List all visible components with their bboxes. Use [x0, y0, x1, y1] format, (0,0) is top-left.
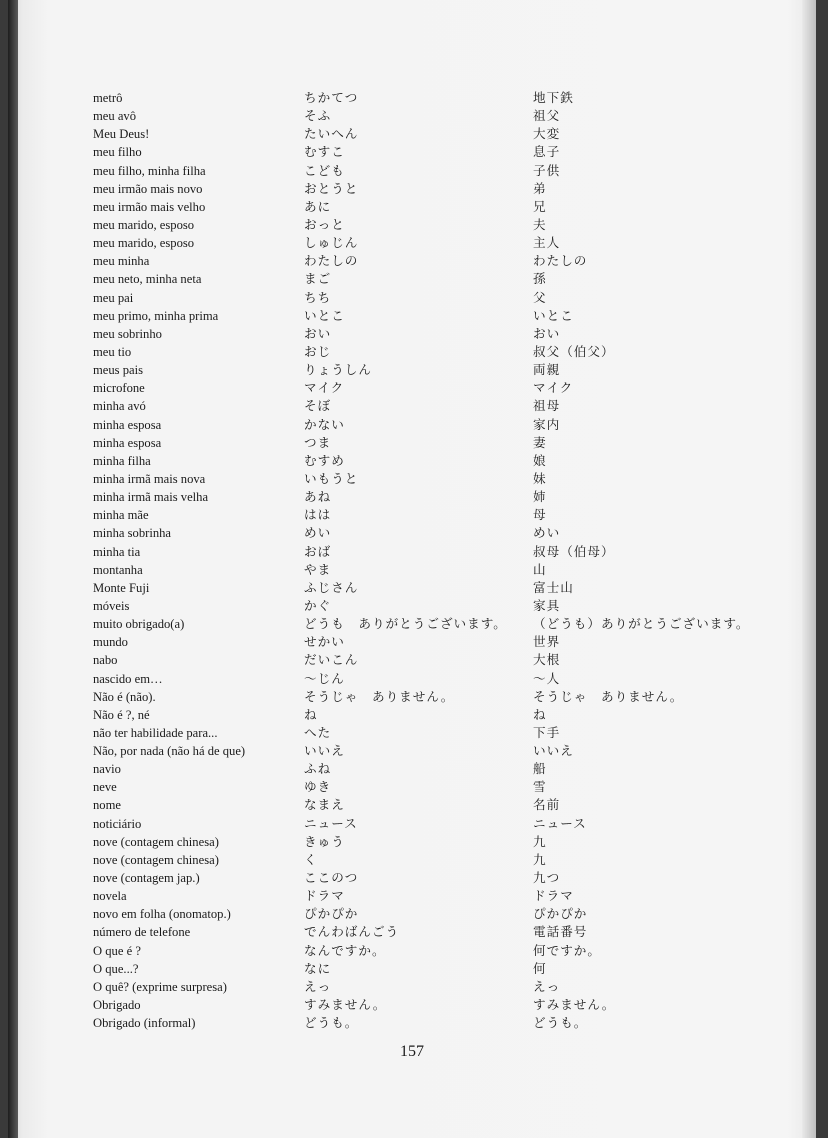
kana-reading: だいこん [304, 652, 359, 668]
vocabulary-row [8, 833, 816, 851]
kanji-writing: 姉 [533, 489, 547, 505]
kana-reading: しゅじん [304, 235, 359, 251]
page-number: 157 [400, 1043, 424, 1060]
vocabulary-row [8, 633, 816, 651]
vocabulary-row [8, 434, 816, 452]
kana-reading: ちち [304, 289, 332, 305]
vocabulary-row [8, 216, 816, 234]
portuguese-term: móveis [93, 598, 130, 613]
kana-reading: やま [304, 561, 332, 577]
vocabulary-row [8, 869, 816, 887]
vocabulary-row [8, 89, 816, 107]
vocabulary-row [8, 905, 816, 923]
kanji-writing: 大根 [533, 652, 561, 668]
vocabulary-row [8, 506, 816, 524]
kana-reading: めい [304, 525, 332, 541]
kanji-writing: 九 [533, 833, 547, 849]
portuguese-term: meu sobrinho [93, 326, 162, 341]
kanji-writing: 弟 [533, 180, 547, 196]
kana-reading: ふね [304, 761, 332, 777]
vocabulary-row [8, 343, 816, 361]
kanji-writing: 電話番号 [533, 924, 588, 940]
portuguese-term: nove (contagem chinesa) [93, 852, 219, 867]
portuguese-term: nove (contagem jap.) [93, 871, 200, 886]
kanji-writing: 祖母 [533, 398, 561, 414]
kana-reading: おとうと [304, 180, 359, 196]
kanji-writing: 妻 [533, 434, 547, 450]
vocabulary-row [8, 597, 816, 615]
kanji-writing: 孫 [533, 271, 547, 287]
kana-reading: えっ [304, 978, 332, 994]
kana-reading: へた [304, 724, 332, 740]
kana-reading: かない [304, 416, 345, 432]
kanji-writing: 夫 [533, 216, 547, 232]
kanji-writing: 船 [533, 761, 547, 777]
kana-reading: なまえ [304, 797, 345, 813]
portuguese-term: minha tia [93, 544, 141, 559]
kanji-writing: 家具 [533, 597, 561, 613]
portuguese-term: novo em folha (onomatop.) [93, 907, 231, 922]
vocabulary-row [8, 615, 816, 633]
portuguese-term: nove (contagem chinesa) [93, 834, 219, 849]
vocabulary-row [8, 724, 816, 742]
kanji-writing: 叔父（伯父） [533, 343, 615, 359]
vocabulary-row [8, 198, 816, 216]
vocabulary-row [8, 960, 816, 978]
kanji-writing: 世界 [533, 634, 561, 650]
kanji-writing: ドラマ [533, 888, 574, 904]
portuguese-term: meu neto, minha neta [93, 272, 202, 287]
kanji-writing: 息子 [533, 144, 561, 160]
vocabulary-row [8, 289, 816, 307]
kana-reading: でんわばんごう [304, 924, 400, 940]
vocabulary-row [8, 942, 816, 960]
portuguese-term: muito obrigado(a) [93, 617, 185, 632]
vocabulary-row [8, 125, 816, 143]
kana-reading: ニュース [304, 815, 358, 831]
portuguese-term: meu primo, minha prima [93, 308, 219, 323]
kana-reading: あね [304, 489, 332, 505]
vocabulary-row [8, 452, 816, 470]
kana-reading: おじ [304, 343, 332, 359]
vocabulary-row [8, 180, 816, 198]
kana-reading: りょうしん [304, 362, 372, 378]
kana-reading: ね [304, 706, 318, 722]
vocabulary-row [8, 760, 816, 778]
kanji-writing: 雪 [533, 779, 547, 795]
portuguese-term: nabo [93, 653, 118, 668]
vocabulary-row [8, 651, 816, 669]
vocabulary-row [8, 361, 816, 379]
portuguese-term: neve [93, 780, 117, 795]
vocabulary-row [8, 325, 816, 343]
vocabulary-row [8, 923, 816, 941]
portuguese-term: nascido em… [93, 671, 163, 686]
kanji-writing: 家内 [533, 416, 561, 432]
kana-reading: むすめ [304, 452, 345, 468]
kanji-writing: 山 [533, 561, 547, 577]
kanji-writing: 〜人 [533, 670, 561, 686]
portuguese-term: O quê? (exprime surpresa) [93, 979, 227, 994]
vocabulary-row [8, 887, 816, 905]
portuguese-term: Obrigado (informal) [93, 1016, 196, 1031]
vocabulary-row [8, 978, 816, 996]
kanji-writing: 兄 [533, 198, 547, 214]
kana-reading: おっと [304, 216, 345, 232]
vocabulary-row [8, 307, 816, 325]
kanji-writing: どうも。 [533, 1015, 588, 1031]
portuguese-term: Obrigado [93, 998, 141, 1013]
portuguese-term: meu marido, esposo [93, 217, 195, 232]
portuguese-term: meu avô [93, 109, 137, 124]
kanji-writing: そうじゃ ありません。 [533, 688, 684, 704]
kanji-writing: マイク [533, 380, 574, 396]
portuguese-term: número de telefone [93, 925, 191, 940]
kana-reading: おい [304, 325, 332, 341]
kana-reading: どうも ありがとうございます。 [304, 616, 507, 632]
portuguese-term: minha filha [93, 453, 151, 468]
kanji-writing: わたしの [533, 253, 588, 269]
vocabulary-row [8, 270, 816, 288]
kana-reading: ここのつ [304, 870, 359, 886]
portuguese-term: meu filho [93, 145, 142, 160]
kana-reading: そふ [304, 108, 332, 124]
kanji-writing: 地下鉄 [533, 90, 574, 105]
kana-reading: なに [304, 960, 332, 976]
portuguese-term: minha mãe [93, 508, 149, 523]
kana-reading: いとこ [304, 307, 345, 323]
kanji-writing: 祖父 [533, 108, 561, 124]
vocabulary-row [8, 397, 816, 415]
portuguese-term: meu irmão mais novo [93, 181, 203, 196]
portuguese-term: minha esposa [93, 435, 162, 450]
kanji-writing: 両親 [533, 362, 561, 378]
kana-reading: いいえ [304, 743, 345, 759]
kana-reading: ドラマ [304, 888, 345, 904]
vocabulary-row [8, 543, 816, 561]
vocabulary-row [8, 143, 816, 161]
vocabulary-row [8, 1014, 816, 1032]
vocabulary-row [8, 851, 816, 869]
kana-reading: せかい [304, 634, 345, 650]
portuguese-term: meu marido, esposo [93, 236, 195, 251]
portuguese-term: Meu Deus! [93, 127, 150, 142]
kana-reading: ふじさん [304, 579, 359, 595]
vocabulary-row [8, 778, 816, 796]
vocabulary-row [8, 524, 816, 542]
portuguese-term: O que...? [93, 961, 139, 976]
portuguese-term: novela [93, 889, 127, 904]
vocabulary-row [8, 470, 816, 488]
kana-reading: つま [304, 434, 332, 450]
kana-reading: ゆき [304, 779, 332, 795]
kana-reading: かぐ [304, 597, 332, 613]
kanji-writing: 叔母（伯母） [533, 543, 615, 559]
portuguese-term: meu filho, minha filha [93, 163, 206, 178]
kanji-writing: 富士山 [533, 579, 574, 595]
kana-reading: く [304, 851, 318, 867]
kana-reading: マイク [304, 380, 345, 396]
kanji-writing: 主人 [533, 235, 561, 251]
kanji-writing: 九つ [533, 870, 561, 886]
kana-reading: はは [304, 507, 332, 523]
kanji-writing: いとこ [533, 307, 574, 323]
vocabulary-row [8, 996, 816, 1014]
portuguese-term: minha esposa [93, 417, 162, 432]
portuguese-term: minha avó [93, 399, 146, 414]
kana-reading: いもうと [304, 470, 359, 486]
kana-reading: どうも。 [304, 1015, 359, 1031]
kana-reading: おば [304, 543, 332, 559]
vocabulary-row [8, 796, 816, 814]
vocabulary-row [8, 706, 816, 724]
portuguese-term: metrô [93, 91, 123, 105]
kanji-writing: すみません。 [533, 997, 616, 1013]
portuguese-term: montanha [93, 562, 143, 577]
portuguese-term: meu irmão mais velho [93, 199, 206, 214]
portuguese-term: meus pais [93, 363, 144, 378]
kana-reading: きゅう [304, 833, 345, 849]
portuguese-term: navio [93, 762, 121, 777]
kanji-writing: 何 [533, 960, 547, 976]
portuguese-term: Não é (não). [93, 689, 156, 704]
kanji-writing: 妹 [533, 470, 547, 486]
vocabulary-list [8, 89, 816, 1032]
vocabulary-row [8, 688, 816, 706]
kanji-writing: おい [533, 325, 561, 341]
vocabulary-row [8, 815, 816, 833]
kanji-writing: 子供 [533, 162, 561, 178]
vocabulary-row [8, 416, 816, 434]
kana-reading: そうじゃ ありません。 [304, 688, 455, 704]
portuguese-term: noticiário [93, 816, 142, 831]
kana-reading: ちかてつ [304, 90, 359, 105]
kanji-writing: 名前 [533, 797, 561, 813]
kana-reading: なんですか。 [304, 942, 386, 958]
kanji-writing: 娘 [533, 452, 547, 468]
kanji-writing: 大変 [533, 126, 561, 142]
kanji-writing: 父 [533, 289, 547, 305]
kanji-writing: 下手 [533, 724, 561, 740]
portuguese-term: Monte Fuji [93, 580, 150, 595]
kana-reading: むすこ [304, 144, 345, 160]
portuguese-term: meu minha [93, 254, 150, 269]
vocabulary-row [8, 488, 816, 506]
kanji-writing: めい [533, 525, 561, 541]
vocabulary-row [8, 561, 816, 579]
kana-reading: わたしの [304, 253, 359, 269]
vocabulary-row [8, 107, 816, 125]
vocabulary-row [8, 579, 816, 597]
vocabulary-row [8, 742, 816, 760]
kanji-writing: ぴかぴか [533, 906, 588, 922]
portuguese-term: meu tio [93, 344, 132, 359]
kanji-writing: 母 [533, 507, 547, 523]
portuguese-term: minha irmã mais velha [93, 490, 209, 505]
kanji-writing: えっ [533, 978, 561, 994]
vocabulary-row [8, 234, 816, 252]
kana-reading: ぴかぴか [304, 906, 359, 922]
portuguese-term: minha sobrinha [93, 526, 171, 541]
portuguese-term: meu pai [93, 290, 134, 305]
vocabulary-row [8, 252, 816, 270]
portuguese-term: Não, por nada (não há de que) [93, 744, 246, 759]
vocabulary-row [8, 162, 816, 180]
book-page [8, 0, 816, 1138]
portuguese-term: O que é ? [93, 943, 141, 958]
portuguese-term: minha irmã mais nova [93, 471, 206, 486]
portuguese-term: Não é ?, né [93, 707, 150, 722]
portuguese-term: não ter habilidade para... [93, 725, 218, 740]
kanji-writing: 九 [533, 851, 547, 867]
kana-reading: たいへん [304, 126, 359, 142]
vocabulary-row [8, 379, 816, 397]
kana-reading: そぼ [304, 398, 332, 414]
kana-reading: こども [304, 162, 345, 178]
kana-reading: あに [304, 198, 332, 214]
portuguese-term: mundo [93, 635, 128, 650]
kana-reading: すみません。 [304, 997, 387, 1013]
kanji-writing: ね [533, 706, 547, 722]
kanji-writing: 何ですか。 [533, 942, 601, 958]
kanji-writing: いいえ [533, 743, 574, 759]
kana-reading: まご [304, 271, 332, 287]
portuguese-term: microfone [93, 381, 145, 396]
vocabulary-row [8, 670, 816, 688]
portuguese-term: nome [93, 798, 121, 813]
kana-reading: 〜じん [304, 670, 345, 686]
kanji-writing: （どうも）ありがとうございます。 [533, 616, 750, 632]
kanji-writing: ニュース [533, 815, 587, 831]
